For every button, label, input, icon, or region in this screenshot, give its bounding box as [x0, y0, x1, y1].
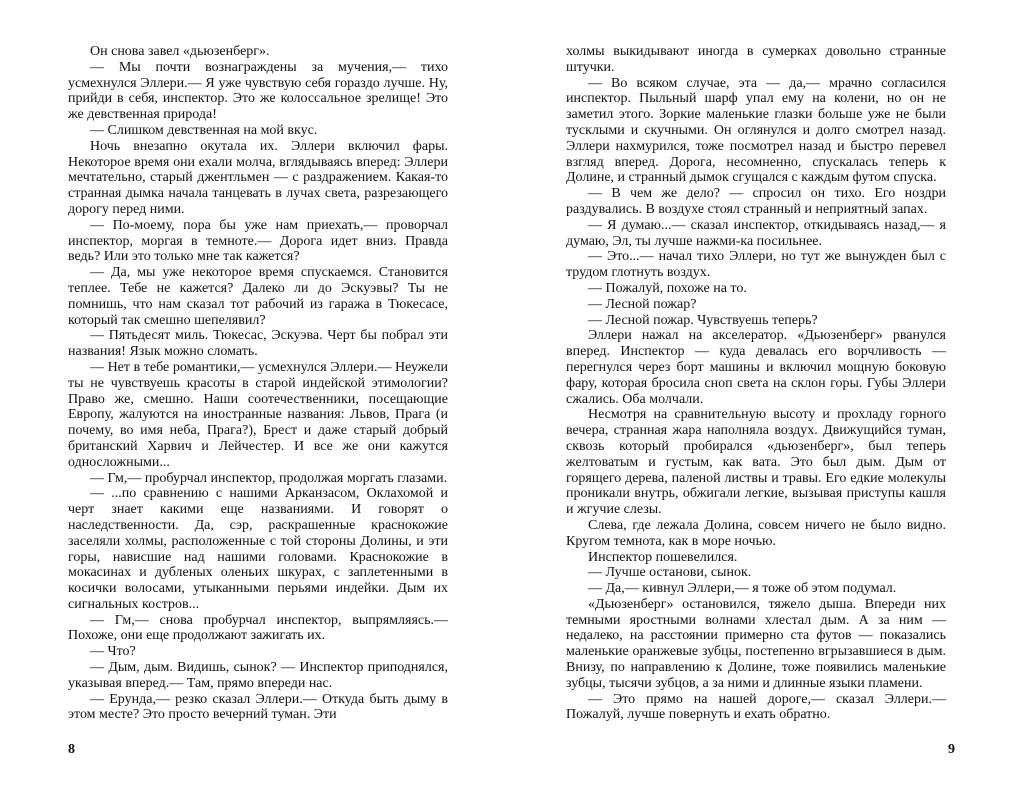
paragraph: — Во всяком случае, эта — да,— мрачно согласился инспектор. Пыльный шарф упал ему на колени, но он не заметил этого. Зоркие маленькие глазки больше уже не были тусклыми и скучными. Он оглянулся и долго смотрел назад. Эллери нахмурился, тоже посмотрел назад и быстро перевел взгляд вперед. Дорога, несомненно, спускалась теперь к Долине, и странный дымок сгущался с каждым футом спуска.	[566, 75, 946, 186]
paragraph: — Ерунда,— резко сказал Эллери.— Откуда быть дыму в этом месте? Это просто вечерний туман. Эти	[68, 691, 448, 723]
paragraph: Эллери нажал на акселератор. «Дьюзенберг» рванулся вперед. Инспектор — куда девалась его ворчливость — перегнулся через борт машины и включил мощную боковую фару, которая бросила сноп света на склон горы. Губы Эллери сжались. Оба молчали.	[566, 328, 946, 407]
paragraph: — Да,— кивнул Эллери,— я тоже об этом подумал.	[588, 581, 897, 597]
paragraph: Ночь внезапно окутала их. Эллери включил фары. Некоторое время они ехали молча, вглядываясь вперед: Эллери мечтательно, старый джентльмен — с раздражением. Какая-то странная дымка начала танцевать в лучах света, разрезающего дорогу перед ними.	[68, 138, 448, 217]
paragraph: — Лесной пожар?	[588, 296, 697, 312]
paragraph: — Да, мы уже некоторое время спускаемся. Становится теплее. Тебе не кажется? Далеко ли до Эскуэвы? Ты не помнишь, что нам сказал тот рабочий из гаража в Тюкесасе, который так смешно шепелявил?	[68, 265, 448, 328]
paragraph: — ...по сравнению с нашими Арканзасом, Оклахомой и черт знает какими еще названиями. И говорят о наследственности. Да, сэр, раскрашенные краснокожие заселяли холмы, расположенные с той стороны Долины, и эти горы, нависшие над нашими головами. Краснокожие в мокасинах и дубленых оленьих шкурах, с заплетенными в косички волосами, утыканными перьями индейки. Дым их сигнальных костров...	[68, 486, 448, 612]
left-page-text	[68, 44, 448, 723]
paragraph-continued: холмы выкидывают иногда в сумерках довольно странные штучки.	[566, 44, 946, 75]
paragraph: — По-моему, пора бы уже нам приехать,— проворчал инспектор, моргая в темноте.— Дорога идет вниз. Правда ведь? Или это только мне так кажется?	[68, 217, 448, 265]
paragraph: Слева, где лежала Долина, совсем ничего не было видно. Кругом темнота, как в море ночью.	[566, 517, 946, 549]
paragraph: — Что?	[90, 644, 136, 660]
paragraph: — Гм,— пробурчал инспектор, продолжая моргать глазами.	[90, 470, 448, 486]
paragraph: Он снова завел «дьюзенберг».	[90, 44, 270, 59]
paragraph: — Лучше останови, сынок.	[588, 565, 752, 581]
paragraph: Инспектор пошевелился.	[588, 549, 738, 565]
paragraph: — Я думаю...— сказал инспектор, откидываясь назад,— я думаю, Эл, ты лучше нажми-ка посильнее.	[566, 217, 946, 249]
paragraph: — Гм,— снова пробурчал инспектор, выпрямляясь.— Похоже, они еще продолжают зажигать их.	[68, 612, 448, 644]
paragraph: Несмотря на сравнительную высоту и прохладу горного вечера, странная жара наполняла воздух. Движущийся туман, сквозь который пробирался «дьюзенберг», был теперь желтоватым и густым, как вата. Это был дым. Дым от горящего дерева, паленой листвы и травы. Его едкие молекулы проникали внутрь, обжигали легкие, вызывая приступы кашля и жгучие слезы.	[566, 407, 946, 518]
paragraph: — Дым, дым. Видишь, сынок? — Инспектор приподнялся, указывая вперед.— Там, прямо впереди нас.	[68, 660, 448, 691]
paragraph: — Слишком девственная на мой вкус.	[90, 122, 318, 138]
page-number-right: 9	[948, 742, 955, 757]
paragraph: — Лесной пожар. Чувствуешь теперь?	[588, 312, 818, 328]
right-page-text	[566, 44, 946, 723]
paragraph: — Пятьдесят миль. Тюкесас, Эскуэва. Черт бы побрал эти названия! Язык можно сломать.	[68, 328, 448, 360]
paragraph: — Нет в тебе романтики,— усмехнулся Эллери.— Неужели ты не чувствуешь красоты в старой индейской этимологии? Право же, смешно. Наши соотечественники, посещающие Европу, жалуются на иностранные названия: Львов, Прага (и почему, во имя неба, Прага?), Брест и даже старый добрый британский Харвич и Лейчестер. И все же они кажутся односложными...	[68, 359, 448, 470]
paragraph: — Мы почти вознаграждены за мучения,— тихо усмехнулся Эллери.— Я уже чувствую себя гораздо лучше. Ну, прийди в себя, инспектор. Это же колоссальное зрелище! Это же девственная природа!	[68, 59, 448, 123]
paragraph: — Пожалуй, похоже на то.	[588, 280, 747, 296]
page-number-left: 8	[68, 742, 75, 757]
paragraph: — Это прямо на нашей дороге,— сказал Эллери.— Пожалуй, лучше повернуть и ехать обратно.	[566, 691, 946, 723]
paragraph: — В чем же дело? — спросил он тихо. Его ноздри раздувались. В воздухе стоял странный и неприятный запах.	[566, 186, 946, 217]
paragraph: «Дьюзенберг» остановился, тяжело дыша. Впереди них темными яростными волнами хлестал дым. А за ним — недалеко, на расстоянии примерно ста футов — показались маленькие оранжевые зубцы, постепенно вгрызавшиеся в дым. Внизу, по направлению к Долине, тоже появились маленькие зубцы, тысячи зубцов, а за ними и длинные языки пламени.	[566, 596, 946, 691]
paragraph: — Это...— начал тихо Эллери, но тут же вынужден был с трудом глотнуть воздух.	[566, 249, 946, 281]
